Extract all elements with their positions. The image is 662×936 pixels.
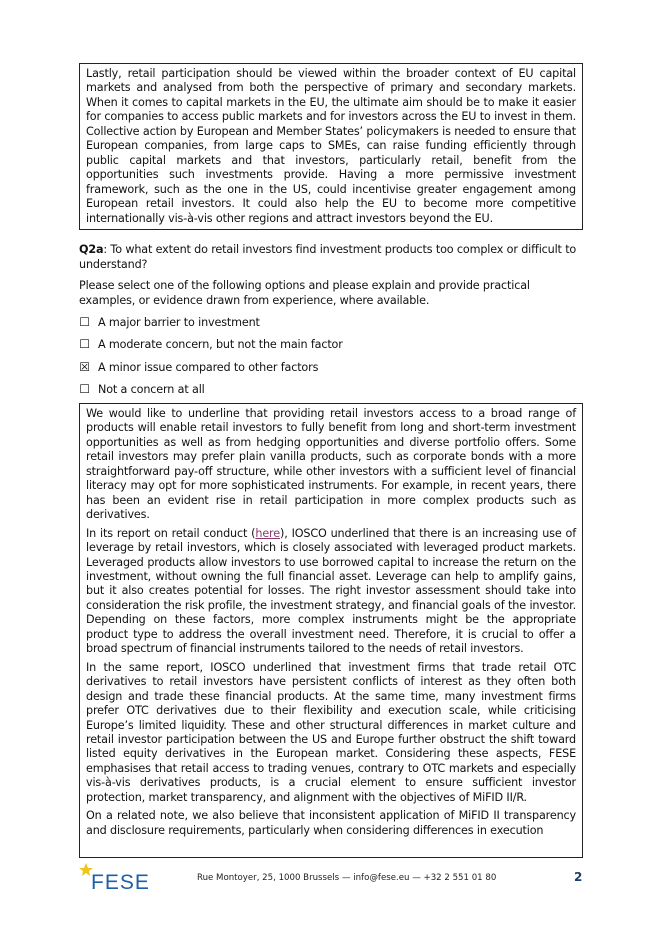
page-number: 2 [574, 870, 583, 884]
here-link[interactable]: here [255, 526, 280, 540]
answer-box-context [79, 63, 583, 230]
paragraph: We would like to underline that providing retail investors access to a broad range of products will enable retail investors to fully benefit from long and short-term investment opportunities as well as from hedging opportunities and diverse portfolio offers. Some retail investors may prefer plain vanilla products, such as corporate bonds with a more straightforward pay-off structure, while other investors with a sufficient level of financial literacy may opt for more sophisticated instruments. For example, in recent years, there has been an evident rise in retail participation in more complex products such as derivatives. [86, 407, 576, 522]
option-label: A major barrier to investment [98, 315, 260, 329]
option-label: Not a concern at all [98, 382, 205, 396]
question-q2a [79, 243, 583, 272]
question-label: Q2a [79, 243, 104, 256]
paragraph: On a related note, we also believe that inconsistent application of MiFID II transparency and disclosure requirements, particularly when considering differences in execution [86, 809, 576, 837]
answer-box-q2a [79, 403, 583, 858]
option-major-barrier[interactable] [79, 315, 260, 329]
paragraph: In the same report, IOSCO underlined that investment firms that trade retail OTC derivatives to retail investors have persistent conflicts of interest as they often both design and trade these financial products. At the same time, many investment firms prefer OTC derivatives due to their flexibility and execution scale, while criticising Europe’s limited liquidity. These and other structural differences in market culture and retail investor participation between the US and Europe further obstruct the shift toward listed equity derivatives in the European market. Considering these aspects, FESE emphasises that retail access to trading venues, contrary to OTC markets and especially vis-à-vis derivatives products, is a crucial element to ensure sufficient investor protection, market transparency, and alignment with the objectives of MiFID II/R. [86, 660, 576, 804]
paragraph [86, 527, 576, 657]
fese-logo [78, 862, 162, 892]
checkbox-unchecked-icon[interactable]: ☐ [79, 337, 90, 351]
option-minor-issue[interactable] [79, 360, 318, 374]
option-not-a-concern[interactable] [79, 382, 205, 396]
footer-address: Rue Montoyer, 25, 1000 Brussels — info@fese.eu — +32 2 551 01 80 [197, 873, 497, 883]
paragraph: Lastly, retail participation should be viewed within the broader context of EU capital markets and analysed from both the perspective of primary and secondary markets. When it comes to capital markets in the EU, the ultimate aim should be to make it easier for companies to access public markets and for investors across the EU to invest in them. Collective action by European and Member States’ policymakers is needed to ensure that European companies, from large caps to SMEs, can raise funding efficiently through public capital markets and that investors, particularly retail, benefit from the opportunities such investments provide. Having a more permissive investment framework, such as the one in the US, could incentivise greater engagement among European retail investors. It could also help the EU to become more competitive internationally vis-à-vis other regions and attract investors beyond the EU. [86, 67, 576, 225]
question-text: : To what extent do retail investors find investment products too complex or difficult to understand? [79, 243, 577, 271]
checkbox-unchecked-icon[interactable]: ☐ [79, 315, 90, 329]
svg-text:FESE: FESE [91, 871, 150, 892]
text: In its report on retail conduct ( [86, 526, 256, 540]
question-instruction: Please select one of the following options and please explain and provide practical examples, or evidence drawn from experience, where available. [79, 279, 530, 307]
option-label: A moderate concern, but not the main factor [98, 337, 343, 351]
checkbox-unchecked-icon[interactable]: ☐ [79, 382, 90, 396]
option-label: A minor issue compared to other factors [98, 360, 319, 374]
checkbox-checked-icon[interactable]: ☒ [79, 360, 90, 374]
text: ), IOSCO underlined that there is an increasing use of leverage by retail investors, which is closely associated with leveraged product markets. Leveraged products allow investors to use borrowed capital to increase the return on the investment, without owning the full financial asset. Leverage can help to amplify gains, but it also creates potential for losses. The right investor assessment should take into consideration the risk profile, the investment strategy, and financial goals of the investor. Depending on these factors, more complex instruments might be the appropriate product type to address the overall investment need. Therefore, it is crucial to offer a broad spectrum of financial instruments tailored to the needs of retail investors. [86, 526, 576, 656]
option-moderate-concern[interactable] [79, 337, 343, 351]
